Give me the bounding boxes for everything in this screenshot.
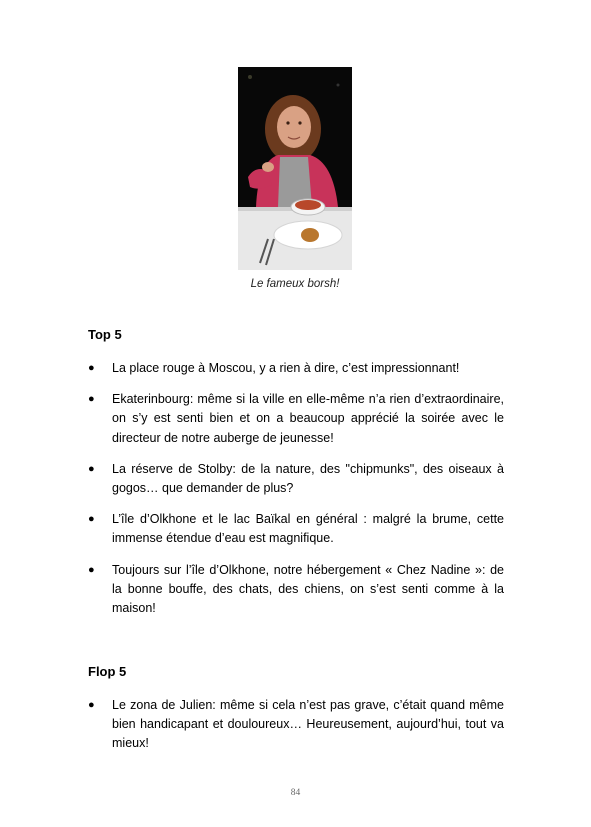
list-item: ● Toujours sur l’île d’Olkhone, notre hébergement « Chez Nadine »: de la bonne bouffe, des chats, des chiens, on s’est senti comme à la maison! <box>88 562 504 616</box>
section-title-top5: Top 5 <box>88 327 122 342</box>
photo-caption: Le fameux borsh! <box>250 278 340 290</box>
bullet-icon: ● <box>88 462 95 475</box>
bullet-icon: ● <box>88 393 95 406</box>
bullet-icon: ● <box>88 563 95 576</box>
bullet-icon: ● <box>88 699 95 711</box>
list-item: ● Le zona de Julien: même si cela n’est pas grave, c’était quand même bien handicapant et douloureux… Heureusement, aujourd’hui, tout va mieux! <box>88 698 504 751</box>
list-item: ● L’île d’Olkhone et le lac Baïkal en général : malgré la brume, cette immense étendue d’eau est magnifique. <box>88 512 504 546</box>
list-item: ● La réserve de Stolby: de la nature, des "chipmunks", des oiseaux à gogos… que demander de plus? <box>88 461 504 496</box>
list-item: ● Ekaterinbourg: même si la ville en elle-même n’a rien d’extraordinaire, on s’y est senti bien et on a beaucoup apprécié la soirée avec le directeur de notre auberge de jeunesse! <box>88 392 504 445</box>
section-title-flop5: Flop 5 <box>88 664 127 679</box>
list-item: ● La place rouge à Moscou, y a rien à dire, c’est impressionnant! <box>88 359 504 378</box>
photo-girl-with-borsh <box>238 67 352 270</box>
top5-list <box>88 359 504 630</box>
flop5-list <box>88 696 504 766</box>
page-number: 84 <box>290 788 301 798</box>
bullet-icon: ● <box>88 513 95 526</box>
bullet-icon: ● <box>88 362 95 374</box>
